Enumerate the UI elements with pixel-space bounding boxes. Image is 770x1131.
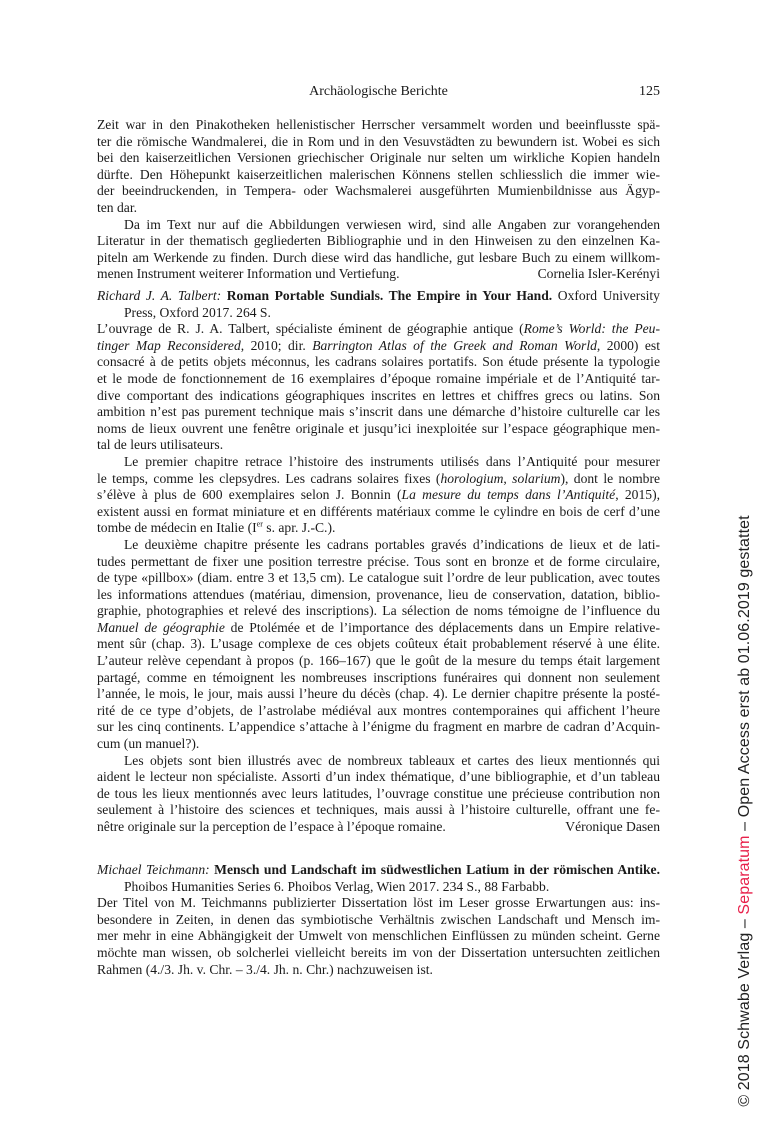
review-talbert	[97, 288, 660, 836]
text-run: rité de ce type d’objets, de l’astrolabe médiéval aux montres contemporaines qui affichent l’heure	[97, 702, 660, 718]
text-run: dürfte. Den Höhepunkt kaiserzeitlichen malerischen Könnens stellen schliesslich die immer wie-	[97, 166, 660, 182]
text-line	[97, 200, 660, 217]
bold-title: Mensch und Landschaft im südwestlichen Latium in der römischen Antike.	[214, 862, 660, 877]
italic-run: Richard J. A. Talbert:	[97, 288, 222, 303]
text-line	[97, 819, 660, 836]
text-run: Le premier chapitre retrace l’histoire des instruments utilisés dans l’Antiquité pour mesurer	[124, 453, 660, 469]
text-line	[97, 520, 660, 537]
text-line	[97, 912, 660, 929]
text-line	[97, 862, 660, 879]
text-line	[97, 454, 660, 471]
text-line	[97, 404, 660, 421]
copyright-side-note	[736, 515, 754, 1106]
text-run: ment sûr (chap. 3). L’usage complexe de ces objets coûteux était probablement réservé à une élite.	[97, 636, 660, 652]
text-line	[97, 504, 660, 521]
text-run: ,	[503, 470, 513, 486]
text-run: consacré à de petits objets méconnus, les cadrans solaires portatifs. Son étude présente la typologie	[97, 354, 660, 370]
text-run: menen Instrument weiterer Information und Vertiefung.	[97, 266, 400, 282]
text-run: existent aussi en format miniature et en différents matériaux comme le cylindre en bois de cerf d’une	[97, 503, 660, 519]
text-run: Der Titel von M. Teichmanns publizierter Dissertation löst im Leser grosse Erwartungen aus: ins-	[97, 895, 660, 911]
text-run: s. apr. J.-C.).	[262, 520, 336, 536]
italic-run: tinger Map Reconsidered	[97, 337, 241, 353]
text-line	[97, 150, 660, 167]
text-run: noms de lieux ouvrent une fenêtre originale et jusqu’ici inexploitée sur l’espace géographique men-	[97, 420, 660, 436]
text-line	[97, 753, 660, 770]
text-run: Zeit war in den Pinakotheken hellenistischer Herrscher versammelt worden und beeinflusste spä-	[97, 117, 660, 132]
text-line	[97, 338, 660, 355]
text-line	[97, 879, 660, 896]
side-note-publisher: © 2018 Schwabe Verlag –	[736, 914, 753, 1107]
text-line	[97, 388, 660, 405]
text-run: Phoibos Humanities Series 6. Phoibos Verlag, Wien 2017. 234 S., 88 Farbabb.	[124, 878, 550, 894]
text-line	[97, 686, 660, 703]
italic-run: Rome’s World: the Peu-	[523, 321, 660, 337]
text-run: Rahmen (4./3. Jh. v. Chr. – 3./4. Jh. n. Chr.) nachzuweisen ist.	[97, 961, 433, 977]
text-run: mer mehr in eine Abhängigkeit der Umwelt von menschlichen Einflüssen zu münden scheint. Gerne	[97, 928, 660, 944]
page-number: 125	[639, 84, 660, 99]
text-line	[97, 233, 660, 250]
italic-run: solarium	[512, 470, 561, 486]
text-line	[97, 537, 660, 554]
text-run: Les objets sont bien illustrés avec de nombreux tableaux et cartes des lieux mentionnés qui	[124, 752, 660, 768]
text-run: tal de leurs utilisateurs.	[97, 437, 224, 453]
text-run: Press, Oxford 2017. 264 S.	[124, 304, 271, 320]
line-text	[97, 819, 446, 836]
reviewer-signature: Cornelia Isler-Kerényi	[537, 266, 660, 282]
side-note-open-access: – Open Access erst ab 01.06.2019 gestattet	[736, 515, 753, 836]
text-line	[97, 305, 660, 322]
text-line	[97, 769, 660, 786]
text-line	[97, 786, 660, 803]
text-line	[97, 421, 660, 438]
text-run: L’auteur relève cependant à propos (p. 166–167) que le goût de la mesure du temps était largement	[97, 653, 660, 669]
text-run: graphie, photographies et relevé des inscriptions). La sélection de noms témoigne de l’influence du	[97, 603, 660, 619]
bold-title: Roman Portable Sundials. The Empire in Your Hand.	[226, 288, 553, 303]
text-run: l’année, le mois, le jour, mais aussi l’heure du décès (chap. 4). Le dernier chapitre présente la posté-	[97, 686, 660, 702]
text-line	[97, 719, 660, 736]
text-line	[97, 288, 660, 305]
text-line	[97, 895, 660, 912]
text-line	[97, 183, 660, 200]
text-run: , 2015),	[615, 487, 660, 503]
text-line	[97, 266, 660, 283]
text-line	[97, 587, 660, 604]
text-run: ambition n’est pas purement technique mais s’inscrit dans une démarche d’histoire culturelle car les	[97, 404, 660, 420]
text-run: Literatur in der thematisch gegliederten Bibliographie und in den Hinweisen zu den einzelnen Ka-	[97, 233, 660, 249]
text-run: besondere in Zeiten, in denen das symbiotische Verhältnis zwischen Landschaft und Mensch im-	[97, 911, 660, 927]
text-line	[97, 620, 660, 637]
text-run: möchte man wissen, ob solcherlei vielleicht bereits im von der Dissertation untersuchten zeitlichen	[97, 944, 660, 960]
text-line	[97, 487, 660, 504]
text-line	[97, 217, 660, 234]
text-line	[97, 962, 660, 979]
text-run: de type «pillbox» (diam. entre 3 et 13,5 cm). Le catalogue suit l’ordre de leur publication, avec toutes	[97, 570, 660, 586]
superscript: er	[256, 519, 263, 529]
text-run: ), dont le nombre	[560, 470, 661, 486]
review-isler-kerenyi-end	[97, 117, 660, 283]
text-line	[97, 570, 660, 587]
text-line	[97, 703, 660, 720]
side-note-separatum: Separatum	[736, 835, 753, 915]
text-run: der beeindruckenden, in Tempera- oder Wachsmalerei ausgeführten Mumienbildnisse aus Ägyp-	[97, 183, 660, 199]
text-line	[97, 117, 660, 134]
italic-run: Michael Teichmann:	[97, 862, 210, 877]
text-line	[97, 167, 660, 184]
text-line	[97, 802, 660, 819]
text-run: cum (un manuel?).	[97, 736, 200, 752]
text-run: dive comportant des indications géographiques inscrites en lettres et chiffres grecs ou latins. Son	[97, 387, 660, 403]
text-run: piteln am Werkende zu finden. Durch diese wird das handliche, gut lesbare Buch zu einem willkom-	[97, 249, 660, 265]
text-run: le temps, comme les clepsydres. Les cadrans solaires fixes (	[97, 470, 441, 486]
text-line	[97, 945, 660, 962]
text-run: Oxford University	[552, 288, 660, 303]
text-run: sur les cinq continents. L’appendice s’attache à l’énigme du fragment en marbre de cadran d’Acquin-	[97, 719, 660, 735]
text-run: ten dar.	[97, 199, 138, 215]
text-run: partagé, comme en témoignent les nombreuses inscriptions funéraires qui donnent non seulement	[97, 669, 660, 685]
text-run: et le mode de fonctionnement de 16 exemplaires d’époque romaine impériale et de l’Antiquité tar-	[97, 370, 660, 386]
italic-run: horologium	[440, 470, 504, 486]
text-run: de tous les lieux mentionnés avec leurs latitudes, l’ouvrage constitue une précieuse contribution non	[97, 785, 660, 801]
text-run: s’élève à plus de 600 exemplaires selon J. Bonnin (	[97, 487, 402, 503]
text-run: L’ouvrage de R. J. A. Talbert, spécialiste éminent de géographie antique (	[97, 321, 524, 337]
text-line	[97, 554, 660, 571]
text-line	[97, 321, 660, 338]
text-run: ter die römische Wandmalerei, die in Rom und in den Vesuvstädten zu bewundern ist. Wobei es sich	[97, 133, 660, 149]
text-line	[97, 471, 660, 488]
text-run: , 2000) est	[596, 337, 660, 353]
italic-run: Manuel de géographie	[97, 619, 225, 635]
running-header	[97, 84, 660, 104]
text-line	[97, 354, 660, 371]
text-line	[97, 603, 660, 620]
running-title: Archäologische Berichte	[309, 84, 448, 99]
reviewer-signature: Véronique Dasen	[565, 819, 660, 834]
text-run: Da im Text nur auf die Abbildungen verwiesen wird, sind alle Angaben zur vorangehenden	[124, 216, 660, 232]
text-run: nêtre originale sur la perception de l’espace à l’époque romaine.	[97, 819, 446, 834]
text-line	[97, 636, 660, 653]
text-run: , 2010; dir.	[240, 337, 313, 353]
review-teichmann	[97, 862, 660, 978]
text-run: aident le lecteur non spécialiste. Assorti d’un index thématique, d’une bibliographie, et d’un tableau	[97, 769, 660, 785]
text-line	[97, 653, 660, 670]
text-line	[97, 250, 660, 267]
text-line	[97, 437, 660, 454]
text-run: tudes permettant de fixer une position terrestre précise. Tous sont en bronze et de forme circulaire,	[97, 553, 660, 569]
text-run: les informations attendues (matériau, dimension, provenance, lieu de conservation, datation, biblio-	[97, 586, 660, 602]
text-run: Le deuxième chapitre présente les cadrans portables gravés d’indications de lieux et de lati-	[124, 536, 660, 552]
text-run: seulement à l’histoire des sciences et techniques, mais aussi à l’histoire culturelle, offrant une fe-	[97, 802, 660, 818]
line-text	[97, 266, 400, 283]
text-line	[97, 371, 660, 388]
text-run: tombe de médecin en Italie (I	[97, 520, 257, 536]
text-run: bei den kaiserzeitlichen Versionen griechischer Originale nur selten um wirkliche Kopien handeln	[97, 150, 660, 166]
text-line	[97, 736, 660, 753]
italic-run: La mesure du temps dans l’Antiquité	[401, 487, 616, 503]
italic-run: Barrington Atlas of the Greek and Roman World	[312, 337, 597, 353]
text-line	[97, 134, 660, 151]
text-line	[97, 670, 660, 687]
text-run: de Ptolémée et de l’importance des déplacements dans un Empire relative-	[224, 619, 660, 635]
text-line	[97, 928, 660, 945]
